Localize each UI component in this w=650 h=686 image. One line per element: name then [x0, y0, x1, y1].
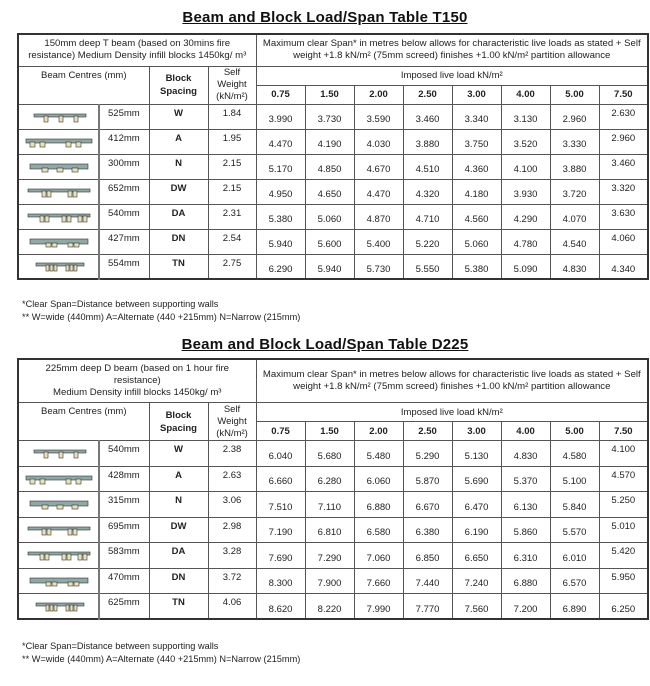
col-self-weight-line2: Weight: [217, 79, 247, 90]
span-value: 5.400: [354, 229, 403, 254]
header-row-description: [18, 34, 648, 66]
self-weight-value: 3.28: [208, 543, 256, 569]
span-value: 5.250: [599, 492, 648, 518]
col-self-weight-line3: (kN/m²): [216, 427, 248, 439]
beam-centres-value: 695mm: [99, 517, 149, 543]
span-value: 4.870: [354, 204, 403, 229]
load-header: 5.00: [550, 85, 599, 104]
self-weight-value: 2.38: [208, 441, 256, 467]
beam-layout-cell: [18, 204, 99, 229]
beam-layout-dw-icon: [19, 524, 98, 536]
beam-centres-value: 315mm: [99, 492, 149, 518]
span-value: 5.690: [452, 466, 501, 492]
span-value: 6.650: [452, 543, 501, 569]
beam-layout-cell: [18, 129, 99, 154]
span-value: 2.960: [599, 129, 648, 154]
self-weight-value: 2.63: [208, 466, 256, 492]
max-span-line1: Maximum clear Span* in metres below allows for characteristic live loads as stated + Self: [262, 369, 641, 380]
span-value: 3.590: [354, 104, 403, 129]
span-value: 3.330: [550, 129, 599, 154]
span-value: 3.730: [305, 104, 354, 129]
span-value: 3.930: [501, 179, 550, 204]
span-value: 8.620: [256, 594, 305, 620]
span-value: 7.560: [452, 594, 501, 620]
beam-layout-cell: [18, 229, 99, 254]
col-block-spacing-line1: Block: [165, 73, 192, 84]
col-self-weight-line1: Self: [223, 67, 241, 78]
span-value: 6.010: [550, 543, 599, 569]
table-d225-title: Beam and Block Load/Span Table D225: [181, 336, 469, 353]
block-spacing-value: DN: [149, 229, 208, 254]
col-self-weight: [208, 66, 256, 104]
span-value: 5.480: [354, 441, 403, 467]
span-value: 3.340: [452, 104, 501, 129]
max-span-description: [256, 34, 648, 66]
load-span-table-t150: [17, 33, 649, 280]
load-header: 4.00: [501, 85, 550, 104]
span-value: 3.990: [256, 104, 305, 129]
span-value: 5.940: [256, 229, 305, 254]
self-weight-value: 4.06: [208, 594, 256, 620]
load-header: 3.00: [452, 422, 501, 441]
span-value: 6.250: [599, 594, 648, 620]
table-row: [18, 129, 648, 154]
span-value: 6.580: [354, 517, 403, 543]
self-weight-value: 2.98: [208, 517, 256, 543]
span-value: 5.860: [501, 517, 550, 543]
span-value: 6.190: [452, 517, 501, 543]
span-value: 4.580: [550, 441, 599, 467]
beam-description-line2: Medium Density infill blocks 1450kg/ m³: [53, 387, 222, 398]
span-value: 4.320: [403, 179, 452, 204]
beam-layout-tn-icon: [19, 260, 98, 272]
span-value: 4.070: [550, 204, 599, 229]
span-value: 8.220: [305, 594, 354, 620]
beam-centres-value: 625mm: [99, 594, 149, 620]
span-value: 5.570: [550, 517, 599, 543]
beam-description: [18, 359, 256, 403]
block-spacing-value: DW: [149, 517, 208, 543]
span-value: 7.770: [403, 594, 452, 620]
span-value: 2.960: [550, 104, 599, 129]
load-header: 0.75: [256, 422, 305, 441]
span-value: 7.190: [256, 517, 305, 543]
beam-centres-value: 428mm: [99, 466, 149, 492]
block-spacing-value: N: [149, 154, 208, 179]
span-value: 7.660: [354, 568, 403, 594]
beam-layout-cell: [18, 517, 99, 543]
span-value: 5.170: [256, 154, 305, 179]
span-value: 5.950: [599, 568, 648, 594]
span-value: 5.600: [305, 229, 354, 254]
span-value: 7.900: [305, 568, 354, 594]
span-value: 7.240: [452, 568, 501, 594]
block-spacing-value: W: [149, 441, 208, 467]
beam-centres-value: 583mm: [99, 543, 149, 569]
span-value: 4.650: [305, 179, 354, 204]
table-row: [18, 543, 648, 569]
beam-centres-value: 427mm: [99, 229, 149, 254]
self-weight-value: 2.15: [208, 154, 256, 179]
beam-layout-cell: [18, 466, 99, 492]
span-value: 6.280: [305, 466, 354, 492]
span-value: 4.670: [354, 154, 403, 179]
span-value: 5.380: [452, 254, 501, 279]
beam-layout-cell: [18, 104, 99, 129]
beam-layout-cell: [18, 254, 99, 279]
beam-layout-cell: [18, 568, 99, 594]
beam-layout-da-icon: [19, 211, 98, 223]
span-value: 5.220: [403, 229, 452, 254]
table-row: [18, 254, 648, 279]
self-weight-value: 1.84: [208, 104, 256, 129]
span-value: 6.880: [501, 568, 550, 594]
span-value: 8.300: [256, 568, 305, 594]
span-value: 5.680: [305, 441, 354, 467]
span-value: 7.110: [305, 492, 354, 518]
col-self-weight-line1: Self: [223, 403, 241, 415]
imposed-load-label: Imposed live load kN/m²: [256, 403, 648, 422]
beam-layout-dn-icon: [19, 575, 98, 587]
span-value: 4.470: [256, 129, 305, 154]
span-value: 7.060: [354, 543, 403, 569]
note-clear-span: *Clear Span=Distance between supporting walls: [22, 299, 219, 309]
self-weight-value: 2.75: [208, 254, 256, 279]
beam-centres-value: 525mm: [99, 104, 149, 129]
note-block-spacing: ** W=wide (440mm) A=Alternate (440 +215mm) N=Narrow (215mm): [22, 311, 301, 322]
span-value: 3.750: [452, 129, 501, 154]
span-value: 4.190: [305, 129, 354, 154]
span-value: 4.510: [403, 154, 452, 179]
span-value: 4.100: [599, 441, 648, 467]
span-value: 3.460: [403, 104, 452, 129]
load-header: 2.50: [403, 422, 452, 441]
load-header: 7.50: [599, 85, 648, 104]
load-header: 2.00: [354, 422, 403, 441]
beam-centres-value: 554mm: [99, 254, 149, 279]
beam-description: [18, 34, 256, 66]
self-weight-value: 2.54: [208, 229, 256, 254]
span-value: 3.460: [599, 154, 648, 179]
col-self-weight-line3: (kN/m²): [216, 91, 248, 102]
block-spacing-value: DA: [149, 204, 208, 229]
self-weight-value: 2.15: [208, 179, 256, 204]
block-spacing-value: DA: [149, 543, 208, 569]
span-value: 4.950: [256, 179, 305, 204]
span-value: 3.320: [599, 179, 648, 204]
table-d225-notes: [22, 640, 300, 665]
span-value: 5.060: [305, 204, 354, 229]
span-value: 3.880: [550, 154, 599, 179]
span-value: 5.420: [599, 543, 648, 569]
span-value: 3.520: [501, 129, 550, 154]
table-row: [18, 492, 648, 518]
col-beam-centres-label: Beam Centres (mm): [40, 69, 127, 81]
max-span-line2: weight +1.8 kN/m² (75mm screed) finishes +1.00 kN/m² partition allowance: [293, 50, 611, 62]
block-spacing-value: N: [149, 492, 208, 518]
beam-centres-value: 470mm: [99, 568, 149, 594]
span-value: 7.510: [256, 492, 305, 518]
span-value: 5.730: [354, 254, 403, 279]
span-value: 4.060: [599, 229, 648, 254]
span-value: 4.830: [501, 441, 550, 467]
span-value: 7.200: [501, 594, 550, 620]
span-value: 4.850: [305, 154, 354, 179]
beam-layout-cell: [18, 179, 99, 204]
header-row-description: [18, 359, 648, 403]
span-value: 7.290: [305, 543, 354, 569]
imposed-load-label: Imposed live load kN/m²: [256, 66, 648, 85]
span-value: 6.060: [354, 466, 403, 492]
span-value: 5.290: [403, 441, 452, 467]
span-value: 6.310: [501, 543, 550, 569]
span-value: 6.880: [354, 492, 403, 518]
span-value: 4.780: [501, 229, 550, 254]
note-clear-span: *Clear Span=Distance between supporting walls: [22, 641, 219, 651]
max-span-line2: weight +1.8 kN/m² (75mm screed) finishes +1.00 kN/m² partition allowance: [293, 381, 611, 392]
table-row: [18, 154, 648, 179]
beam-layout-cell: [18, 441, 99, 467]
span-value: 3.630: [599, 204, 648, 229]
block-spacing-value: DW: [149, 179, 208, 204]
max-span-line1: Maximum clear Span* in metres below allows for characteristic live loads as stated + Self: [262, 38, 641, 50]
table-t150-notes: [22, 298, 300, 323]
beam-layout-w-icon: [19, 447, 98, 459]
load-header: 1.50: [305, 422, 354, 441]
beam-layout-cell: [18, 543, 99, 569]
beam-layout-tn-icon: [19, 600, 98, 612]
col-block-spacing-line2: Spacing: [160, 422, 197, 434]
span-value: 4.100: [501, 154, 550, 179]
span-value: 4.340: [599, 254, 648, 279]
span-value: 5.370: [501, 466, 550, 492]
span-value: 4.030: [354, 129, 403, 154]
beam-layout-w-icon: [19, 111, 98, 123]
beam-layout-da-icon: [19, 549, 98, 561]
beam-layout-cell: [18, 492, 99, 518]
note-block-spacing: ** W=wide (440mm) A=Alternate (440 +215mm) N=Narrow (215mm): [22, 653, 301, 664]
span-value: 5.100: [550, 466, 599, 492]
span-value: 3.880: [403, 129, 452, 154]
table-t150-title: Beam and Block Load/Span Table T150: [182, 9, 468, 26]
table-row: [18, 466, 648, 492]
col-block-spacing: [149, 403, 208, 441]
header-row-columns: [18, 66, 648, 85]
beam-centres-value: 300mm: [99, 154, 149, 179]
span-value: 4.560: [452, 204, 501, 229]
beam-centres-value: 540mm: [99, 441, 149, 467]
span-value: 5.870: [403, 466, 452, 492]
table-row: [18, 229, 648, 254]
span-value: 6.470: [452, 492, 501, 518]
block-spacing-value: W: [149, 104, 208, 129]
span-value: 6.040: [256, 441, 305, 467]
block-spacing-value: TN: [149, 594, 208, 620]
span-value: 6.850: [403, 543, 452, 569]
beam-layout-n-icon: [19, 161, 98, 173]
beam-layout-dn-icon: [19, 236, 98, 248]
span-value: 4.470: [354, 179, 403, 204]
col-block-spacing-line2: Spacing: [160, 86, 197, 97]
beam-description-line1: 150mm deep T beam (based on 30mins fire: [44, 38, 231, 50]
load-span-table-d225: [17, 358, 649, 620]
span-value: 5.130: [452, 441, 501, 467]
col-beam-centres: [18, 403, 149, 441]
span-value: 4.360: [452, 154, 501, 179]
self-weight-value: 3.72: [208, 568, 256, 594]
block-spacing-value: A: [149, 466, 208, 492]
span-value: 5.550: [403, 254, 452, 279]
span-value: 5.010: [599, 517, 648, 543]
span-value: 4.180: [452, 179, 501, 204]
beam-layout-dw-icon: [19, 186, 98, 198]
col-block-spacing: [149, 66, 208, 104]
load-header: 7.50: [599, 422, 648, 441]
beam-description-line2: resistance) Medium Density infill blocks 1450kg/ m³: [28, 50, 247, 62]
span-value: 6.660: [256, 466, 305, 492]
span-value: 6.380: [403, 517, 452, 543]
beam-description-line1: 225mm deep D beam (based on 1 hour fire resistance): [45, 363, 229, 386]
load-header: 5.00: [550, 422, 599, 441]
span-value: 6.570: [550, 568, 599, 594]
self-weight-value: 1.95: [208, 129, 256, 154]
table-row: [18, 104, 648, 129]
span-value: 5.380: [256, 204, 305, 229]
self-weight-value: 3.06: [208, 492, 256, 518]
table-row: [18, 441, 648, 467]
self-weight-value: 2.31: [208, 204, 256, 229]
table-row: [18, 517, 648, 543]
table-row: [18, 568, 648, 594]
span-value: 4.290: [501, 204, 550, 229]
beam-centres-value: 540mm: [99, 204, 149, 229]
table-row: [18, 179, 648, 204]
span-value: 5.940: [305, 254, 354, 279]
beam-centres-value: 652mm: [99, 179, 149, 204]
beam-layout-n-icon: [19, 498, 98, 510]
col-self-weight-line2: Weight: [217, 415, 247, 427]
span-value: 6.670: [403, 492, 452, 518]
col-self-weight: [208, 403, 256, 441]
span-value: 5.840: [550, 492, 599, 518]
span-value: 3.720: [550, 179, 599, 204]
beam-layout-a-icon: [19, 136, 98, 148]
block-spacing-value: DN: [149, 568, 208, 594]
span-value: 6.890: [550, 594, 599, 620]
col-beam-centres-label: Beam Centres (mm): [40, 406, 127, 417]
span-value: 3.130: [501, 104, 550, 129]
span-value: 7.690: [256, 543, 305, 569]
beam-layout-a-icon: [19, 473, 98, 485]
span-value: 2.630: [599, 104, 648, 129]
load-header: 0.75: [256, 85, 305, 104]
col-block-spacing-line1: Block: [165, 409, 192, 421]
beam-centres-value: 412mm: [99, 129, 149, 154]
col-beam-centres: [18, 66, 149, 104]
load-header: 2.50: [403, 85, 452, 104]
load-header: 2.00: [354, 85, 403, 104]
max-span-description: [256, 359, 648, 403]
span-value: 4.570: [599, 466, 648, 492]
table-row: [18, 204, 648, 229]
span-value: 6.810: [305, 517, 354, 543]
table-row: [18, 594, 648, 620]
span-value: 6.290: [256, 254, 305, 279]
load-header: 4.00: [501, 422, 550, 441]
span-value: 6.130: [501, 492, 550, 518]
load-header: 3.00: [452, 85, 501, 104]
block-spacing-value: TN: [149, 254, 208, 279]
beam-layout-cell: [18, 594, 99, 620]
header-row-columns: [18, 403, 648, 422]
span-value: 4.540: [550, 229, 599, 254]
span-value: 7.440: [403, 568, 452, 594]
span-value: 4.710: [403, 204, 452, 229]
span-value: 7.990: [354, 594, 403, 620]
beam-layout-cell: [18, 154, 99, 179]
span-value: 5.090: [501, 254, 550, 279]
span-value: 4.830: [550, 254, 599, 279]
load-header: 1.50: [305, 85, 354, 104]
block-spacing-value: A: [149, 129, 208, 154]
span-value: 5.060: [452, 229, 501, 254]
